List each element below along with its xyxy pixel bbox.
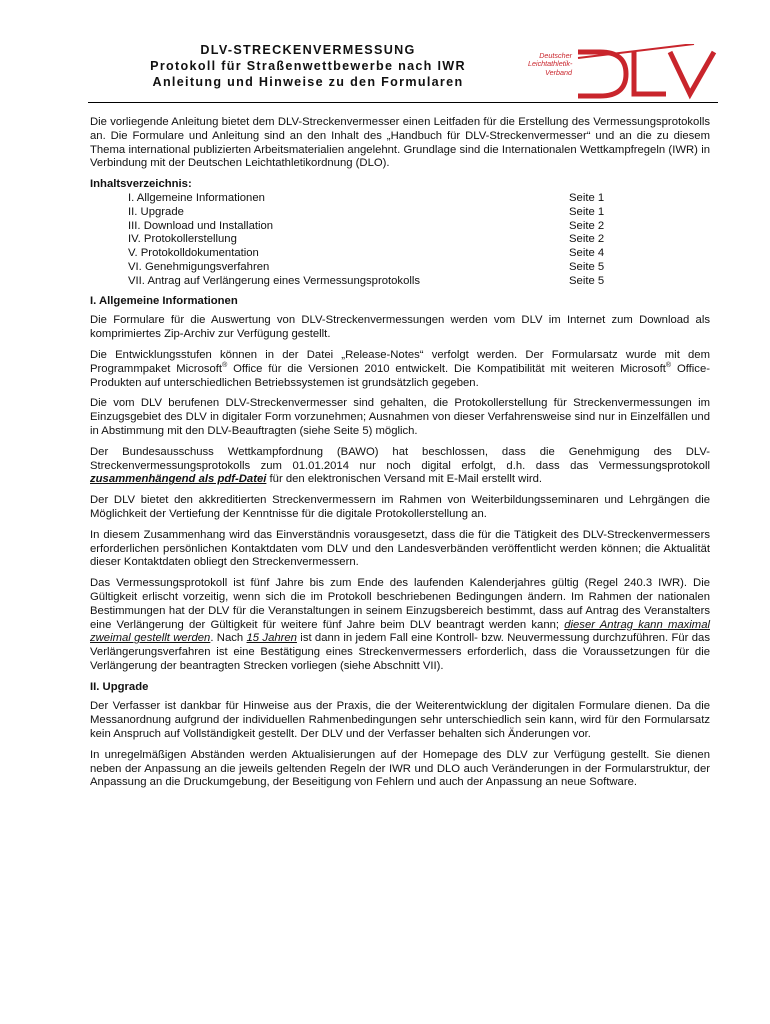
upgrade-paragraph-1: Der Verfasser ist dankbar für Hinweise aus der Praxis, die der Weiterentwicklung der digitalen Formulare dienen. Da die Messanordnung aufgrund der individuellen Rahmenbedingungen sehr unterschiedlich sein kann, wird für den Formularsatz kein Anspruch auf Vollständigkeit gestellt. Der DLV und der Verfasser behalten sich Änderungen vor. [90, 700, 710, 741]
emphasis-15-years: 15 Jahren [246, 632, 297, 645]
toc-item [90, 192, 710, 206]
general-paragraph-5: Der DLV bietet den akkreditierten Streckenvermessern im Rahmen von Weiterbildungsseminaren und Lehrgängen die Möglichkeit der Vertiefung der Kenntnisse für die digitale Protokollerstellung an. [90, 494, 710, 520]
toc-item-page: Seite 2 [569, 219, 605, 232]
toc-item [90, 220, 710, 234]
text-run: Der Bundesausschuss Wettkampfordnung (BAWO) hat beschlossen, dass die Genehmigung des DLV-Streckenvermessungsprotokolls zum 01.01.2014 nur noch digital erfolgt, d.h. dass das Vermessungsprotokoll [90, 445, 710, 472]
toc-item-label: VII. Antrag auf Verlängerung eines Vermessungsprotokolls [128, 274, 421, 287]
logo-text-line-2: Leichtathletik- [528, 59, 573, 69]
registered-mark: ® [222, 361, 228, 369]
toc-title: Inhaltsverzeichnis: [90, 178, 192, 191]
toc-item [90, 206, 710, 220]
general-paragraph-7 [90, 577, 710, 674]
text-run: für den elektronischen Versand mit E-Mail erstellt wird. [266, 473, 543, 486]
emphasis-max-twice: dieser Antrag kann maximal zweimal gestellt werden [90, 618, 710, 645]
toc-item-label: III. Download und Installation [128, 219, 274, 232]
logo-text [528, 52, 572, 77]
toc-item-label: II. Upgrade [128, 205, 184, 218]
emphasis-pdf-file: zusammenhängend als pdf-Datei [90, 473, 267, 486]
title-block [88, 42, 528, 90]
text-run: Die Entwicklungsstufen können in der Datei „Release-Notes“ verfolgt werden. Der Formularsatz wurde mit dem Programmpaket Microsoft [90, 348, 710, 375]
toc-item-page: Seite 1 [569, 191, 605, 204]
toc-item-page: Seite 4 [569, 247, 605, 260]
text-run: Das Vermessungsprotokoll ist fünf Jahre bis zum Ende des laufenden Kalenderjahres gültig (Regel 240.3 IWR). Die Gültigkeit erlischt vorzeitig, wenn sich die im Protokoll beschriebenen Bedingungen ändern. Im Rahmen der nationalen Bestimmungen hat der DLV für die Veranstaltungen in seinem Einzugsbereich bestimmt, dass auf Antrag des Veranstalters eine Verlängerung der Gültigkeit für weitere fünf Jahre beim DLV beantragt werden kann; [90, 577, 710, 631]
document-body [90, 116, 710, 797]
toc-item-label: V. Protokolldokumentation [128, 247, 259, 260]
title-line-2: Protokoll für Straßenwettbewerbe nach IWR [150, 59, 466, 73]
general-paragraph-1: Die Formulare für die Auswertung von DLV-Streckenvermessungen werden vom DLV im Internet zum Download als komprimiertes Zip-Archiv zur Verfügung gestellt. [90, 314, 710, 341]
dlv-logo [528, 44, 720, 100]
toc-item-label: I. Allgemeine Informationen [128, 191, 265, 204]
registered-mark: ® [665, 361, 672, 369]
dlv-logo-mark-icon [574, 44, 720, 100]
table-of-contents [90, 192, 710, 289]
logo-text-line-3: Verband [545, 67, 572, 77]
text-run: Office-Produkten auf unterschiedlichen Betriebssystemen ist grundsätzlich gegeben. [90, 362, 711, 389]
intro-paragraph: Die vorliegende Anleitung bietet dem DLV-Streckenvermesser einen Leitfaden für die Erstellung des Vermessungsprotokolls an. Die Formulare und Anleitung sind an den Inhalt des „Handbuch für DLV-Streckenvermesser“ und an die zu diesem Thema international publizierten Arbeitsmaterialien angelehnt. Grundlage sind die Internationalen Wettkampfregeln (IWR) in Verbindung mit der Deutschen Leichtathletikordnung (DLO). [90, 116, 710, 170]
toc-item-page: Seite 2 [569, 233, 605, 246]
toc-item [90, 247, 710, 261]
general-paragraph-6: In diesem Zusammenhang wird das Einverständnis vorausgesetzt, dass die für die Tätigkeit des DLV-Streckenvermessers erforderlichen persönlichen Kontaktdaten vom DLV und den Landesverbänden veröffentlicht werden können; die Aktualität dieser Kontaktdaten obliegt den Streckenvermessern. [90, 528, 710, 569]
text-run: ist dann in jedem Fall eine Kontroll- bzw. Neuvermessung durchzuführen. Für das Verlängerungsverfahren ist eine Bestätigung eines Streckenvermessers erforderlich, dass die Voraussetzungen für die Verlängerung der beantragten Strecken vorliegen (siehe Abschnitt VII). [90, 632, 710, 672]
toc-item-label: IV. Protokollerstellung [128, 233, 237, 246]
toc-item-page: Seite 1 [569, 205, 605, 218]
title-line-3: Anleitung und Hinweise zu den Formularen [152, 75, 464, 89]
section-heading-general: I. Allgemeine Informationen [90, 294, 238, 307]
toc-item [90, 275, 710, 289]
toc-item-page: Seite 5 [569, 260, 605, 273]
toc-item-page: Seite 5 [569, 274, 605, 287]
document-header [88, 42, 718, 102]
toc-item-label: VI. Genehmigungsverfahren [128, 260, 270, 273]
upgrade-paragraph-2: In unregelmäßigen Abständen werden Aktualisierungen auf der Homepage des DLV zur Verfügung gestellt. Sie dienen neben der Anpassung an die jeweils geltenden Regeln der IWR und DLO auch Veränderungen in der Formularstruktur, der Anpassung an die Druckumgebung, der Beseitigung von Fehlern und auch der Anpassung an neue Software. [90, 748, 710, 789]
text-run: . Nach [210, 632, 247, 645]
title-line-1: DLV-STRECKENVERMESSUNG [200, 43, 416, 57]
toc-item [90, 233, 710, 247]
general-paragraph-3: Die vom DLV berufenen DLV-Streckenvermesser sind gehalten, die Protokollerstellung für Streckenvermessungen im Einzugsgebiet des DLV in digitaler Form vorzunehmen; Ausnahmen von dieser Verfahrensweise sind nur in Einzelfällen und in Abstimmung mit den DLV-Beauftragten (siehe Seite 5) möglich. [90, 397, 710, 437]
toc-item [90, 261, 710, 275]
general-paragraph-4 [90, 446, 710, 487]
section-heading-upgrade: II. Upgrade [90, 680, 149, 693]
general-paragraph-2 [90, 349, 710, 390]
header-divider [88, 102, 718, 103]
text-run: Office für die Versionen 2010 entwickelt. Die Kompatibilität mit weiteren Microsoft [227, 362, 666, 375]
logo-text-line-1: Deutscher [539, 51, 572, 60]
